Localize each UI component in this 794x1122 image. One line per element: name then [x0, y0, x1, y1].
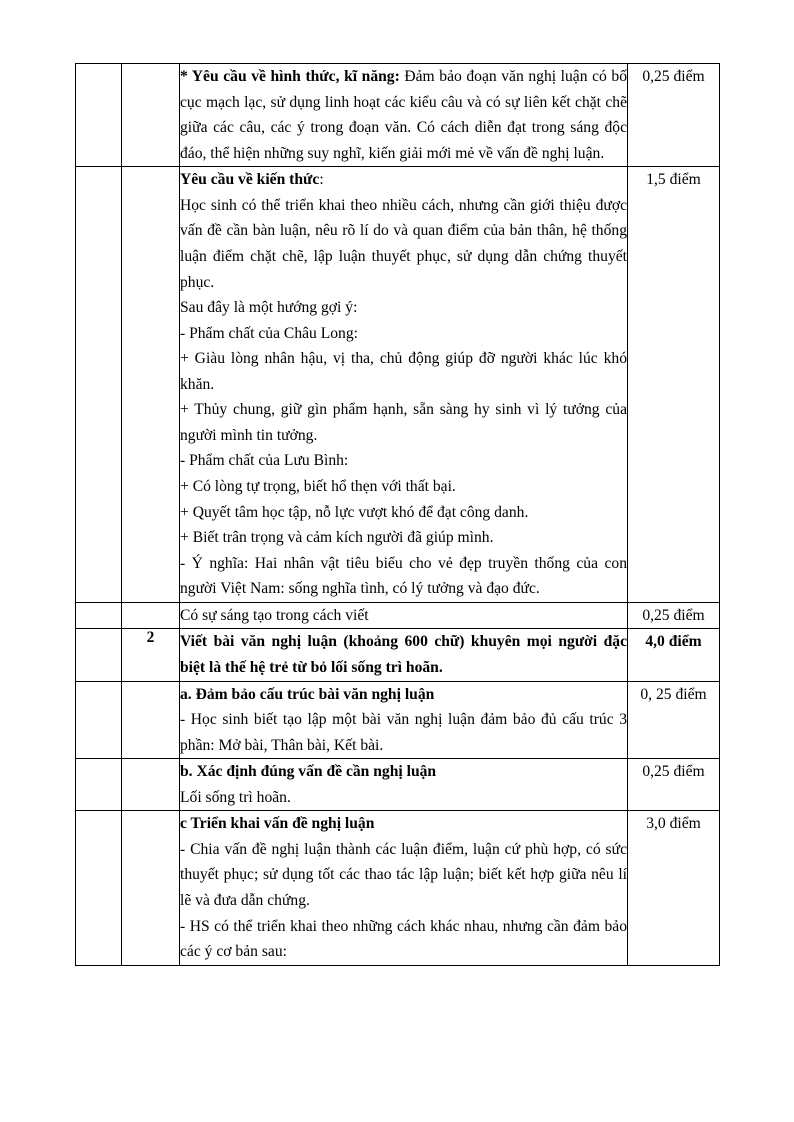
rubric-heading-suffix: : [319, 171, 324, 189]
points-cell: 1,5 điểm [628, 167, 720, 603]
points-cell: 0,25 điểm [628, 64, 720, 167]
rubric-paragraph: - Học sinh biết tạo lập một bài văn nghị luận đảm bảo đủ cấu trúc 3 phần: Mở bài, Thân bài, Kết bài. [180, 711, 627, 754]
rubric-heading: b. Xác định đúng vấn đề cần nghị luận [180, 763, 437, 781]
rubric-content-cell [180, 64, 628, 167]
rubric-paragraph: + Biết trân trọng và cảm kích người đã giúp mình. [180, 529, 494, 547]
table-row [76, 64, 720, 167]
table-row [76, 759, 720, 811]
rubric-paragraph [180, 759, 627, 785]
rubric-heading: Yêu cầu về kiến thức [180, 171, 320, 189]
rubric-content-cell [180, 629, 628, 681]
rubric-paragraph: - Phẩm chất của Lưu Bình: [180, 452, 349, 470]
rubric-content-cell [180, 167, 628, 603]
rubric-paragraph: + Thủy chung, giữ gìn phẩm hạnh, sẵn sàng hy sinh vì lý tưởng của người mình tin tưởng. [180, 401, 627, 444]
rubric-content-cell [180, 602, 628, 629]
question-number-cell [122, 811, 180, 965]
rubric-paragraph: - Chia vấn đề nghị luận thành các luận điểm, luận cứ phù hợp, có sức thuyết phục; sử dụng tốt các thao tác lập luận; biết kết hợp giữa nêu lí lẽ và đưa dẫn chứng. [180, 840, 627, 909]
table-row [76, 629, 720, 681]
rubric-spacer-cell [76, 64, 122, 167]
points-cell: 0,25 điểm [628, 759, 720, 811]
points-cell: 3,0 điểm [628, 811, 720, 965]
rubric-content-cell [180, 811, 628, 965]
rubric-paragraph [180, 811, 627, 837]
rubric-heading: a. Đảm bảo cấu trúc bài văn nghị luận [180, 685, 435, 703]
question-number-cell [122, 602, 180, 629]
rubric-paragraph: Viết bài văn nghị luận (khoảng 600 chữ) khuyên mọi người đặc biệt là thế hệ trẻ từ bỏ lối sống trì hoãn. [180, 633, 627, 676]
rubric-spacer-cell [76, 167, 122, 603]
table-row [76, 167, 720, 603]
rubric-spacer-cell [76, 759, 122, 811]
question-number-cell [122, 167, 180, 603]
rubric-paragraph: - Ý nghĩa: Hai nhân vật tiêu biểu cho vẻ đẹp truyền thống của con người Việt Nam: sống nghĩa tình, có lý tưởng và đạo đức. [180, 554, 627, 598]
rubric-heading: * Yêu cầu về hình thức, kĩ năng: [180, 68, 400, 85]
rubric-paragraph: + Quyết tâm học tập, nỗ lực vượt khó để đạt công danh. [180, 503, 529, 521]
rubric-paragraph: Lối sống trì hoãn. [180, 788, 291, 806]
rubric-paragraph: + Giàu lòng nhân hậu, vị tha, chủ động giúp đỡ người khác lúc khó khăn. [180, 350, 627, 393]
points-cell: 4,0 điểm [628, 629, 720, 681]
table-row [76, 602, 720, 629]
rubric-paragraph: - Phẩm chất của Châu Long: [180, 324, 358, 342]
points-cell: 0, 25 điểm [628, 681, 720, 759]
question-number-cell: 2 [122, 629, 180, 681]
table-row [76, 811, 720, 965]
rubric-paragraph [180, 682, 627, 708]
rubric-spacer-cell [76, 681, 122, 759]
rubric-content-cell [180, 681, 628, 759]
rubric-paragraph: + Có lòng tự trọng, biết hổ thẹn với thất bại. [180, 478, 456, 495]
question-number-cell [122, 64, 180, 167]
rubric-spacer-cell [76, 629, 122, 681]
rubric-table-body [76, 64, 720, 966]
rubric-paragraph [180, 167, 627, 193]
points-cell: 0,25 điểm [628, 602, 720, 629]
grading-rubric-table [75, 63, 720, 966]
rubric-spacer-cell [76, 811, 122, 965]
question-number-cell [122, 681, 180, 759]
table-row [76, 681, 720, 759]
rubric-paragraph: Sau đây là một hướng gợi ý: [180, 299, 358, 317]
rubric-paragraph: Học sinh có thể triển khai theo nhiều cách, nhưng cần giới thiệu được vấn đề cần bàn luận, nêu rõ lí do và quan điểm của bản thân, hệ thống luận điểm chặt chẽ, lập luận thuyết phục, sử dụng dẫn chứng thuyết phục. [180, 196, 627, 291]
rubric-heading: c Triển khai vấn đề nghị luận [180, 815, 375, 833]
rubric-content-cell [180, 759, 628, 811]
question-number-cell [122, 759, 180, 811]
rubric-paragraph: Có sự sáng tạo trong cách viết [180, 606, 369, 624]
rubric-paragraph: - HS có thể triển khai theo những cách khác nhau, nhưng cần đảm bảo các ý cơ bản sau: [180, 917, 627, 961]
rubric-spacer-cell [76, 602, 122, 629]
rubric-paragraph [180, 64, 627, 166]
rubric-heading-continuation: Đảm bảo đoạn văn nghị luận có bố cục mạch lạc, sử dụng linh hoạt các kiểu câu và có sự liên kết chặt chẽ giữa các câu, các ý trong đoạn văn. Có cách diễn đạt trong sáng độc đáo, thể hiện những suy nghĩ, kiến giải mới mẻ về vấn đề nghị luận. [180, 68, 627, 162]
